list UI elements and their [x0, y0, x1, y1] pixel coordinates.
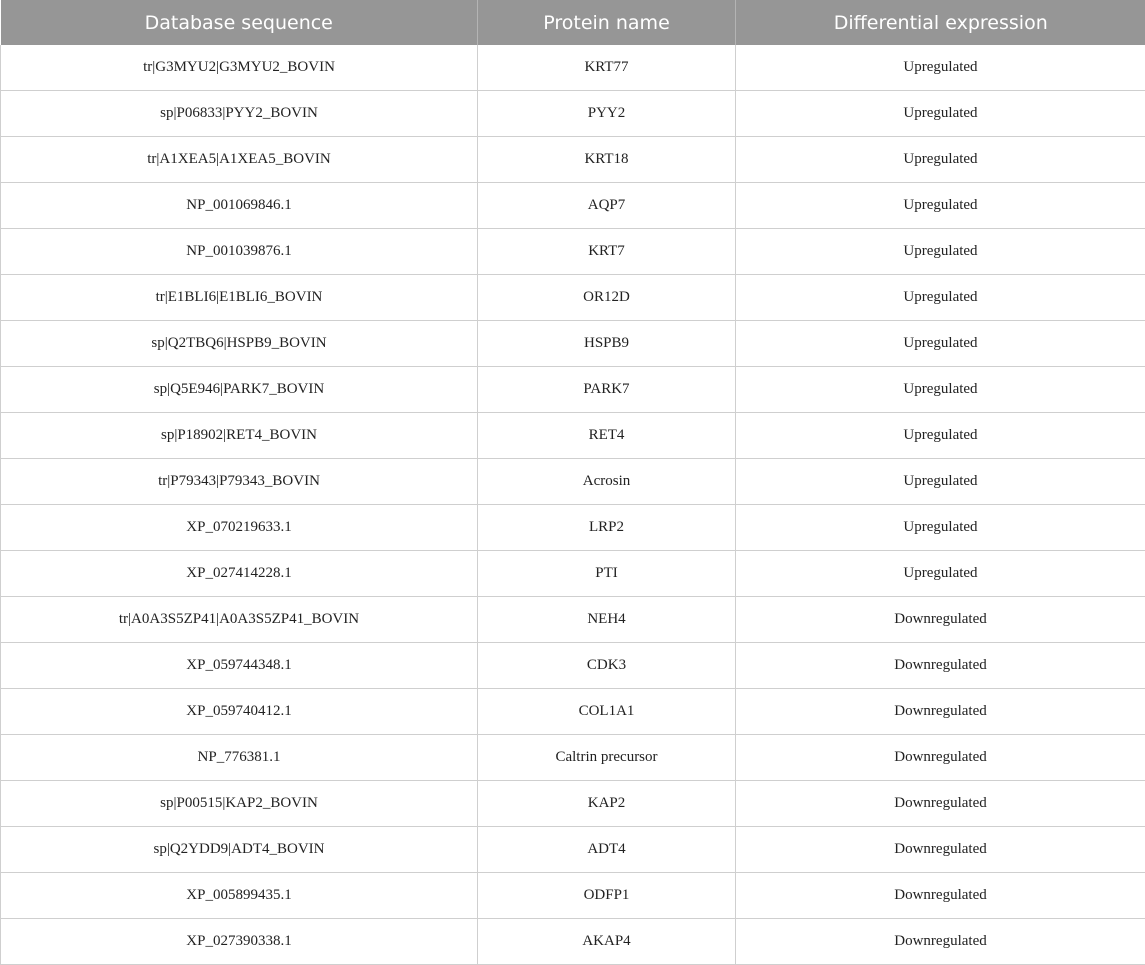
- header-differential-expression: Differential expression: [736, 0, 1145, 45]
- cell-database-sequence: XP_005899435.1: [1, 873, 478, 919]
- table-row: [1, 367, 1145, 413]
- table-row: [1, 781, 1145, 827]
- cell-differential-expression: Downregulated: [736, 735, 1145, 781]
- table-row: [1, 597, 1145, 643]
- cell-protein-name: AQP7: [478, 183, 736, 229]
- cell-database-sequence: sp|Q2YDD9|ADT4_BOVIN: [1, 827, 478, 873]
- cell-protein-name: HSPB9: [478, 321, 736, 367]
- cell-database-sequence: XP_059740412.1: [1, 689, 478, 735]
- cell-protein-name: NEH4: [478, 597, 736, 643]
- cell-differential-expression: Upregulated: [736, 45, 1145, 91]
- cell-database-sequence: sp|Q2TBQ6|HSPB9_BOVIN: [1, 321, 478, 367]
- cell-differential-expression: Upregulated: [736, 229, 1145, 275]
- cell-protein-name: COL1A1: [478, 689, 736, 735]
- cell-differential-expression: Downregulated: [736, 873, 1145, 919]
- cell-protein-name: KAP2: [478, 781, 736, 827]
- cell-protein-name: PARK7: [478, 367, 736, 413]
- cell-protein-name: ODFP1: [478, 873, 736, 919]
- cell-database-sequence: tr|P79343|P79343_BOVIN: [1, 459, 478, 505]
- header-database-sequence: Database sequence: [1, 0, 478, 45]
- cell-protein-name: CDK3: [478, 643, 736, 689]
- table-row: [1, 505, 1145, 551]
- cell-differential-expression: Upregulated: [736, 275, 1145, 321]
- cell-database-sequence: sp|P18902|RET4_BOVIN: [1, 413, 478, 459]
- cell-database-sequence: NP_001069846.1: [1, 183, 478, 229]
- cell-protein-name: KRT18: [478, 137, 736, 183]
- cell-differential-expression: Upregulated: [736, 413, 1145, 459]
- cell-differential-expression: Upregulated: [736, 321, 1145, 367]
- table-header: [1, 0, 1145, 45]
- table-row: [1, 137, 1145, 183]
- table-row: [1, 551, 1145, 597]
- cell-protein-name: RET4: [478, 413, 736, 459]
- cell-protein-name: LRP2: [478, 505, 736, 551]
- cell-database-sequence: tr|G3MYU2|G3MYU2_BOVIN: [1, 45, 478, 91]
- table-row: [1, 229, 1145, 275]
- cell-differential-expression: Downregulated: [736, 919, 1145, 965]
- table-row: [1, 459, 1145, 505]
- cell-differential-expression: Downregulated: [736, 643, 1145, 689]
- header-protein-name: Protein name: [478, 0, 736, 45]
- table-row: [1, 643, 1145, 689]
- cell-database-sequence: NP_001039876.1: [1, 229, 478, 275]
- cell-differential-expression: Downregulated: [736, 827, 1145, 873]
- cell-protein-name: KRT77: [478, 45, 736, 91]
- table-body: [1, 45, 1145, 965]
- cell-protein-name: Acrosin: [478, 459, 736, 505]
- cell-differential-expression: Downregulated: [736, 689, 1145, 735]
- cell-protein-name: Caltrin precursor: [478, 735, 736, 781]
- table-row: [1, 183, 1145, 229]
- cell-differential-expression: Upregulated: [736, 459, 1145, 505]
- cell-database-sequence: tr|E1BLI6|E1BLI6_BOVIN: [1, 275, 478, 321]
- cell-protein-name: KRT7: [478, 229, 736, 275]
- cell-differential-expression: Upregulated: [736, 137, 1145, 183]
- cell-database-sequence: XP_027414228.1: [1, 551, 478, 597]
- table-row: [1, 91, 1145, 137]
- cell-differential-expression: Upregulated: [736, 183, 1145, 229]
- table-row: [1, 413, 1145, 459]
- table-row: [1, 873, 1145, 919]
- cell-differential-expression: Downregulated: [736, 781, 1145, 827]
- cell-differential-expression: Upregulated: [736, 367, 1145, 413]
- table-row: [1, 735, 1145, 781]
- cell-protein-name: PYY2: [478, 91, 736, 137]
- cell-protein-name: ADT4: [478, 827, 736, 873]
- table-row: [1, 689, 1145, 735]
- table-row: [1, 827, 1145, 873]
- header-row: [1, 0, 1145, 45]
- cell-differential-expression: Upregulated: [736, 551, 1145, 597]
- cell-protein-name: PTI: [478, 551, 736, 597]
- cell-database-sequence: sp|Q5E946|PARK7_BOVIN: [1, 367, 478, 413]
- cell-differential-expression: Downregulated: [736, 597, 1145, 643]
- cell-differential-expression: Upregulated: [736, 91, 1145, 137]
- cell-database-sequence: XP_059744348.1: [1, 643, 478, 689]
- cell-database-sequence: NP_776381.1: [1, 735, 478, 781]
- cell-database-sequence: sp|P00515|KAP2_BOVIN: [1, 781, 478, 827]
- table-row: [1, 321, 1145, 367]
- cell-protein-name: AKAP4: [478, 919, 736, 965]
- table-row: [1, 45, 1145, 91]
- cell-differential-expression: Upregulated: [736, 505, 1145, 551]
- cell-database-sequence: sp|P06833|PYY2_BOVIN: [1, 91, 478, 137]
- table-row: [1, 919, 1145, 965]
- cell-database-sequence: tr|A0A3S5ZP41|A0A3S5ZP41_BOVIN: [1, 597, 478, 643]
- cell-database-sequence: tr|A1XEA5|A1XEA5_BOVIN: [1, 137, 478, 183]
- cell-database-sequence: XP_027390338.1: [1, 919, 478, 965]
- cell-database-sequence: XP_070219633.1: [1, 505, 478, 551]
- cell-protein-name: OR12D: [478, 275, 736, 321]
- table-row: [1, 275, 1145, 321]
